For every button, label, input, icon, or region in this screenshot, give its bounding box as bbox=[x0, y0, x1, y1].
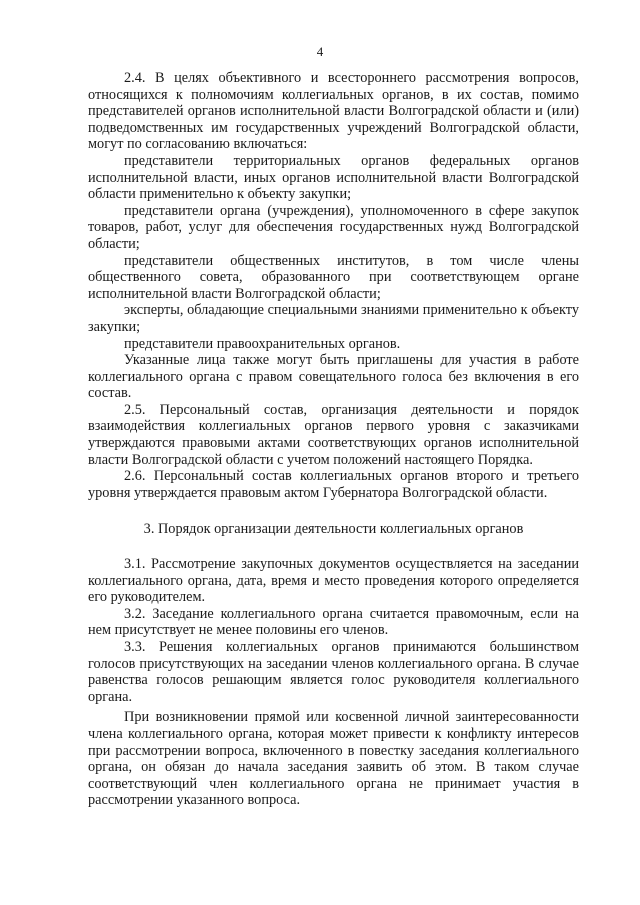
paragraph-conflict-of-interest: При возникновении прямой или косвенной личной заинтересованности члена коллегиального органа, которая может привести к конфликту интересов при рассмотрении вопроса, включенного в повестку заседания коллегиального органа, он обязан до начала заседания заявить об этом. В таком случае соответствующий член коллегиального органа не принимает участия в рассмотрении указанного вопроса. bbox=[88, 709, 579, 809]
paragraph-2-6: 2.6. Персональный состав коллегиальных органов второго и третьего уровня утверждается правовым актом Губернатора Волгоградской области. bbox=[88, 468, 579, 501]
paragraph-item-territorial-bodies: представители территориальных органов федеральных органов исполнительной власти, иных органов исполнительной власти Волгоградской области применительно к объекту закупки; bbox=[88, 152, 579, 203]
paragraph-3-3: 3.3. Решения коллегиальных органов принимаются большинством голосов присутствующих на заседании членов коллегиального органа. В случае равенства голосов решающим является голос руководителя коллегиального органа. bbox=[88, 639, 579, 705]
paragraph-item-public-institutions: представители общественных институтов, в том числе члены общественного совета, образованного при соответствующем органе исполнительной власти Волгоградской области; bbox=[88, 252, 579, 302]
paragraph-item-procurement-body: представители органа (учреждения), уполномоченного в сфере закупок товаров, работ, услуг для обеспечения государственных нужд Волгоградской области; bbox=[88, 202, 579, 252]
paragraph-2-5: 2.5. Персональный состав, организация деятельности и порядок взаимодействия коллегиальных органов первого уровня с заказчиками утверждаются правовыми актами соответствующих органов исполнительной власти Волгоградской области с учетом положений настоящего Порядка. bbox=[88, 401, 579, 468]
page-number: 4 bbox=[316, 44, 324, 59]
document-body bbox=[88, 70, 579, 809]
paragraph-item-law-enforcement: представители правоохранительных органов. bbox=[124, 335, 401, 352]
section-heading: 3. Порядок организации деятельности коллегиальных органов bbox=[143, 521, 524, 538]
paragraph-3-2: 3.2. Заседание коллегиального органа считается правомочным, если на нем присутствует не менее половины его членов. bbox=[88, 605, 579, 639]
paragraph-3-1: 3.1. Рассмотрение закупочных документов осуществляется на заседании коллегиального органа, дата, время и место проведения которого определяется его руководителем. bbox=[88, 556, 579, 606]
paragraph-invited-persons: Указанные лица также могут быть приглашены для участия в работе коллегиального органа с правом совещательного голоса без включения в его состав. bbox=[88, 352, 579, 402]
paragraph-2-4: 2.4. В целях объективного и всестороннего рассмотрения вопросов, относящихся к полномочиям коллегиальных органов, в их состав, помимо представителей органов исполнительной власти Волгоградской области и (или) подведомственных им государственных учреждений Волгоградской области, могут по согласованию включаться: bbox=[88, 70, 579, 153]
paragraph-item-experts: эксперты, обладающие специальными знаниями применительно к объекту закупки; bbox=[88, 302, 579, 335]
